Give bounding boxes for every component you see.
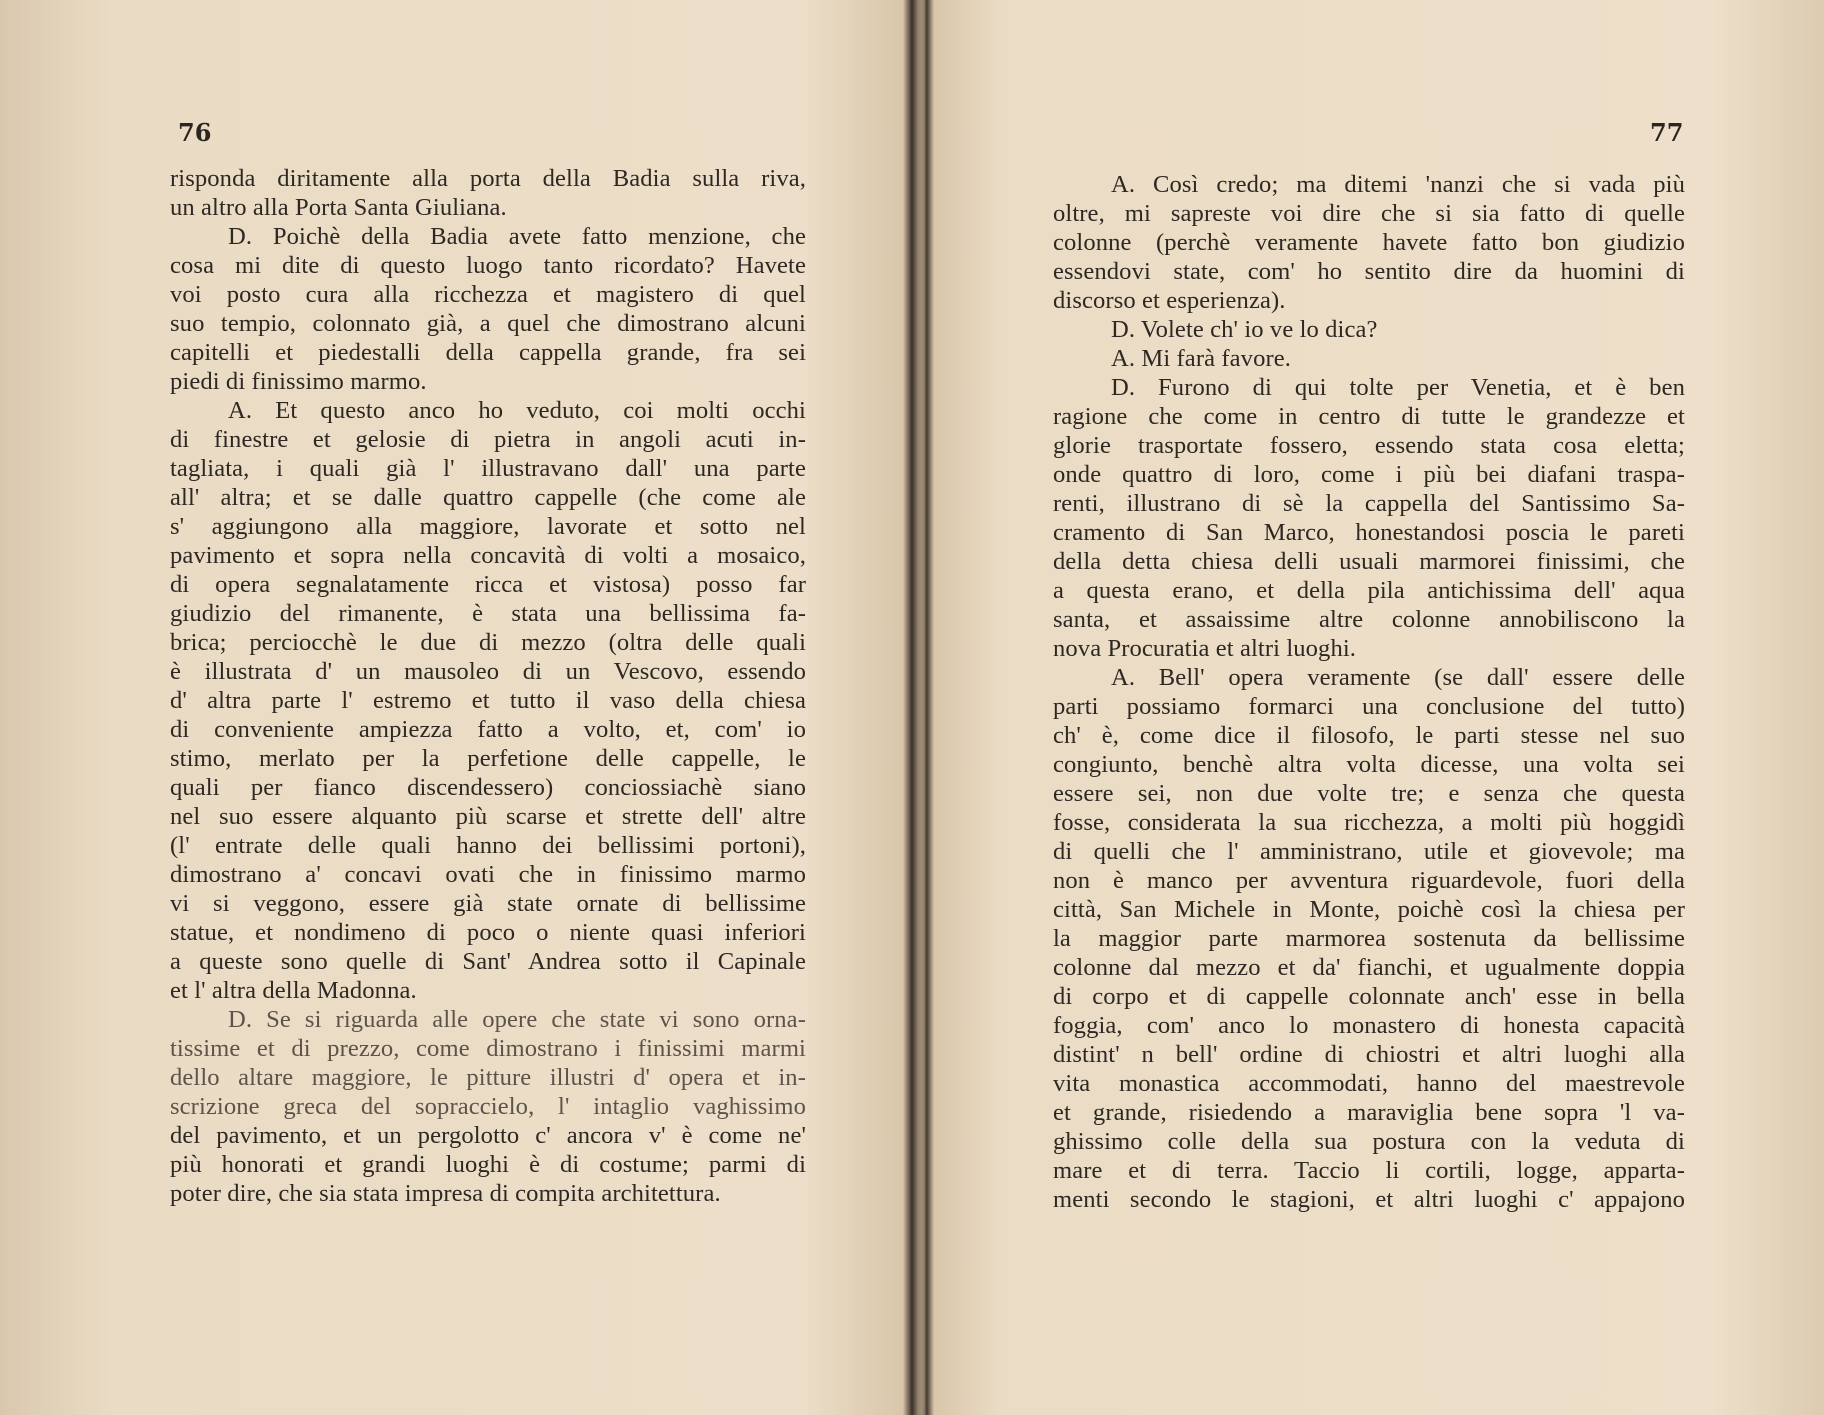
text-line: quali per fianco discendessero) conciossiachè siano: [170, 774, 806, 801]
text-line: scrizione greca del sopraccielo, l' intaglio vaghissimo: [170, 1093, 806, 1120]
text-line: risponda diritamente alla porta della Badia sulla riva,: [170, 165, 806, 192]
text-line: glorie trasportate fossero, essendo stata cosa eletta;: [1053, 432, 1685, 459]
text-line: è illustrata d' un mausoleo di un Vescovo, essendo: [170, 658, 806, 685]
text-line: giudizio del rimanente, è stata una bellissima fa-: [170, 600, 806, 627]
text-line: colonne dal mezzo et da' fianchi, et ugualmente doppia: [1053, 954, 1685, 981]
text-line: colonne (perchè veramente havete fatto bon giudizio: [1053, 229, 1685, 256]
right-page: [930, 0, 1824, 1415]
text-line: della detta chiesa delli usuali marmorei finissimi, che: [1053, 548, 1685, 575]
text-line: s' aggiungono alla maggiore, lavorate et sotto nel: [170, 513, 806, 540]
text-line: voi posto cura alla ricchezza et magistero di quel: [170, 281, 806, 308]
page-number: 76: [178, 118, 212, 147]
text-line: ghissimo colle della sua postura con la veduta di: [1053, 1128, 1685, 1155]
text-line: A. Et questo anco ho veduto, coi molti occhi: [228, 397, 806, 424]
text-line: a queste sono quelle di Sant' Andrea sotto il Capinale: [170, 948, 806, 975]
text-line: D. Se si riguarda alle opere che state vi sono orna-: [228, 1006, 806, 1033]
text-line: tagliata, i quali già l' illustravano dall' una parte: [170, 455, 806, 482]
text-line: capitelli et piedestalli della cappella grande, fra sei: [170, 339, 806, 366]
text-line: fosse, considerata la sua ricchezza, a molti più hoggidì: [1053, 809, 1685, 836]
text-line: vita monastica accommodati, hanno del maestrevole: [1053, 1070, 1685, 1097]
text-line: di conveniente ampiezza fatto a volto, et, com' io: [170, 716, 806, 743]
text-line: cosa mi dite di questo luogo tanto ricordato? Havete: [170, 252, 806, 279]
text-line: a questa erano, et della pila antichissima dell' aqua: [1053, 577, 1685, 604]
text-line: statue, et nondimeno di poco o niente quasi inferiori: [170, 919, 806, 946]
text-line: oltre, mi sapreste voi dire che si sia fatto di quelle: [1053, 200, 1685, 227]
page-text: [1053, 170, 1685, 1214]
text-line: parti possiamo formarci una conclusione del tutto): [1053, 693, 1685, 720]
text-line: dello altare maggiore, le pitture illustri d' opera et in-: [170, 1064, 806, 1091]
text-line: ch' è, come dice il filosofo, le parti stesse nel suo: [1053, 722, 1685, 749]
text-line: congiunto, benchè altra volta dicesse, una volta sei: [1053, 751, 1685, 778]
text-line: brica; perciocchè le due di mezzo (oltra delle quali: [170, 629, 806, 656]
text-line: di finestre et gelosie di pietra in angoli acuti in-: [170, 426, 806, 453]
text-line: D. Poichè della Badia avete fatto menzione, che: [228, 223, 806, 250]
text-line: dimostrano a' concavi ovati che in finissimo marmo: [170, 861, 806, 888]
text-line: D. Volete ch' io ve lo dica?: [1111, 316, 1378, 343]
text-line: D. Furono di qui tolte per Venetia, et è ben: [1111, 374, 1685, 401]
text-line: onde quattro di loro, come i più bei diafani traspa-: [1053, 461, 1685, 488]
text-line: all' altra; et se dalle quattro cappelle (che come ale: [170, 484, 806, 511]
text-line: essere sei, non due volte tre; e senza che questa: [1053, 780, 1685, 807]
text-line: pavimento et sopra nella concavità di volti a mosaico,: [170, 542, 806, 569]
text-line: nova Procuratia et altri luoghi.: [1053, 635, 1357, 662]
text-line: città, San Michele in Monte, poichè così la chiesa per: [1053, 896, 1685, 923]
text-line: discorso et esperienza).: [1053, 287, 1286, 314]
text-line: poter dire, che sia stata impresa di compita architettura.: [170, 1180, 721, 1207]
text-line: non è manco per avventura riguardevole, fuori della: [1053, 867, 1685, 894]
text-line: santa, et assaissime altre colonne annobiliscono la: [1053, 606, 1685, 633]
text-line: foggia, com' anco lo monastero di honesta capacità: [1053, 1012, 1685, 1039]
text-line: (l' entrate delle quali hanno dei bellissimi portoni),: [170, 832, 806, 859]
text-line: di corpo et di cappelle colonnate anch' esse in bella: [1053, 983, 1685, 1010]
text-line: renti, illustrano di sè la cappella del Santissimo Sa-: [1053, 490, 1685, 517]
text-line: di opera segnalatamente ricca et vistosa) posso far: [170, 571, 806, 598]
text-line: di quelli che l' amministrano, utile et giovevole; ma: [1053, 838, 1685, 865]
text-line: essendovi state, com' ho sentito dire da huomini di: [1053, 258, 1685, 285]
text-line: ragione che come in centro di tutte le grandezze et: [1053, 403, 1685, 430]
text-line: mare et di terra. Taccio li cortili, logge, apparta-: [1053, 1157, 1685, 1184]
page-number: 77: [1650, 118, 1684, 147]
text-line: più honorati et grandi luoghi è di costume; parmi di: [170, 1151, 806, 1178]
text-line: distint' n bell' ordine di chiostri et altri luoghi alla: [1053, 1041, 1685, 1068]
text-line: un altro alla Porta Santa Giuliana.: [170, 194, 507, 221]
text-line: d' altra parte l' estremo et tutto il vaso della chiesa: [170, 687, 806, 714]
text-line: A. Così credo; ma ditemi 'nanzi che si vada più: [1111, 171, 1685, 198]
text-line: nel suo essere alquanto più scarse et strette dell' altre: [170, 803, 806, 830]
text-line: stimo, merlato per la perfetione delle cappelle, le: [170, 745, 806, 772]
text-line: la maggior parte marmorea sostenuta da bellissime: [1053, 925, 1685, 952]
text-line: suo tempio, colonnato già, a quel che dimostrano alcuni: [170, 310, 806, 337]
text-line: menti secondo le stagioni, et altri luoghi c' appajono: [1053, 1186, 1685, 1213]
text-line: piedi di finissimo marmo.: [170, 368, 427, 395]
text-line: cramento di San Marco, honestandosi poscia le pareti: [1053, 519, 1685, 546]
text-line: vi si veggono, essere già state ornate di bellissime: [170, 890, 806, 917]
text-line: et l' altra della Madonna.: [170, 977, 417, 1004]
text-line: et grande, risiedendo a maraviglia bene sopra 'l va-: [1053, 1099, 1685, 1126]
page-text: [170, 164, 806, 1208]
text-line: A. Bell' opera veramente (se dall' essere delle: [1111, 664, 1685, 691]
text-line: tissime et di prezzo, come dimostrano i finissimi marmi: [170, 1035, 806, 1062]
text-line: del pavimento, et un pergolotto c' ancora v' è come ne': [170, 1122, 806, 1149]
text-line: A. Mi farà favore.: [1111, 345, 1292, 372]
